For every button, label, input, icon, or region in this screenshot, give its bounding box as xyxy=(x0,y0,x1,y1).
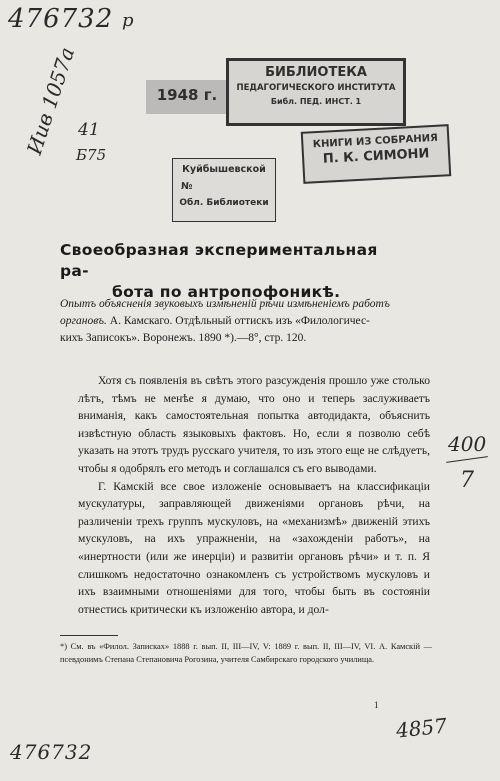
footnote-divider xyxy=(60,635,118,636)
biblio-publication: кихъ Записокъ». Воронежъ. 1890 *).—8°, стр. 120. xyxy=(60,332,307,344)
page-number: 1 xyxy=(374,700,379,710)
paragraph-1: Хотя съ появленія въ свѣтъ этого разсужденія прошло уже столько лѣтъ, тѣмъ не менѣе я думаю, что оно и теперь заслуживаетъ вниманія, какъ самостоятельная попытка автодидакта, объяснить извѣстную область языковыхъ фактовъ. Но, если я позволю себѣ указать на этотъ трудъ русскаго учителя, то изъ этого еще не слѣдуетъ, чтобы я одобрялъ его методъ и соглашался съ его выводами. xyxy=(78,374,430,475)
collection-stamp-line1: КНИГИ ИЗ СОБРАНИЯ xyxy=(312,132,439,151)
article-title xyxy=(60,240,400,303)
paragraph-2: Г. Камскій все свое изложеніе основываетъ на классификаціи мускулатуры, заправляющей движеніями органовъ рѣчи, на различеніи трехъ группъ мускуловъ, на «механизмѣ» движеній этихъ мускуловъ, на ихъ упражненіи, на «захожденіи работъ», на «инертности (или же инерціи) и развитіи органовъ рѣчи» и т. п. Я слишкомъ недостаточно ознакомленъ съ устройствомъ мускуловъ и ихъ взаимными отношеніями для того, чтобы быть въ состояніи отнестись критически къ изложенію автора, и дол- xyxy=(78,479,430,616)
library-stamp-line2: ПЕДАГОГИЧЕСКОГО ИНСТИТУТА xyxy=(236,82,396,93)
handwritten-fraction-bottom: 7 xyxy=(460,468,474,493)
regional-stamp-line3: Обл. Библиотеки xyxy=(179,197,269,208)
article-title-line1: Своеобразная экспериментальная ра- xyxy=(60,241,378,280)
footnote: *) См. въ «Филол. Записках» 1888 г. вып. II, III—IV, V: 1889 г. вып. II, III—IV, VI. А. Камскій — псевдонимъ Степана Степановича Рогозина, учителя Самбирскаго городского училища. xyxy=(60,642,432,664)
handwritten-fraction-top: 400 xyxy=(448,432,487,456)
year-stamp xyxy=(146,80,228,114)
handwritten-letter: р xyxy=(122,10,134,31)
collection-stamp xyxy=(301,124,452,184)
regional-stamp-line1: Куйбышевской xyxy=(182,164,266,175)
regional-stamp-line2: № xyxy=(181,180,193,192)
handwritten-shelf-41: 41 xyxy=(78,120,100,140)
library-stamp-line3: Библ. ПЕД. ИНСТ. 1 xyxy=(270,96,362,106)
biblio-author-source: А. Камскаго. Отдѣльный оттискъ изъ «Филологичес- xyxy=(106,315,370,327)
bibliographic-reference xyxy=(60,296,430,347)
body-text xyxy=(78,372,430,618)
handwritten-fraction-line xyxy=(446,456,488,463)
regional-library-stamp xyxy=(172,158,276,222)
biblio-subtitle: Опытъ объясненія звуковыхъ измѣненій рѣчи измѣненіемъ работъ органовъ. xyxy=(60,298,390,327)
library-stamp xyxy=(226,58,406,126)
library-stamp-line1: БИБЛИОТЕКА xyxy=(265,65,367,80)
collection-stamp-line2: П. К. СИМОНИ xyxy=(322,145,430,167)
handwritten-bottom-left-number: 476732 xyxy=(10,740,93,764)
handwritten-accession-mark: Иив 1057а xyxy=(22,44,80,158)
handwritten-shelf-code: Б75 xyxy=(76,146,107,164)
handwritten-bottom-right-number: 4857 xyxy=(394,713,449,743)
handwritten-inventory-number: 476732 xyxy=(8,4,114,34)
article-title-line2: бота по антропофоникѣ. xyxy=(112,283,341,301)
year-stamp-text: 1948 г. xyxy=(156,86,218,104)
